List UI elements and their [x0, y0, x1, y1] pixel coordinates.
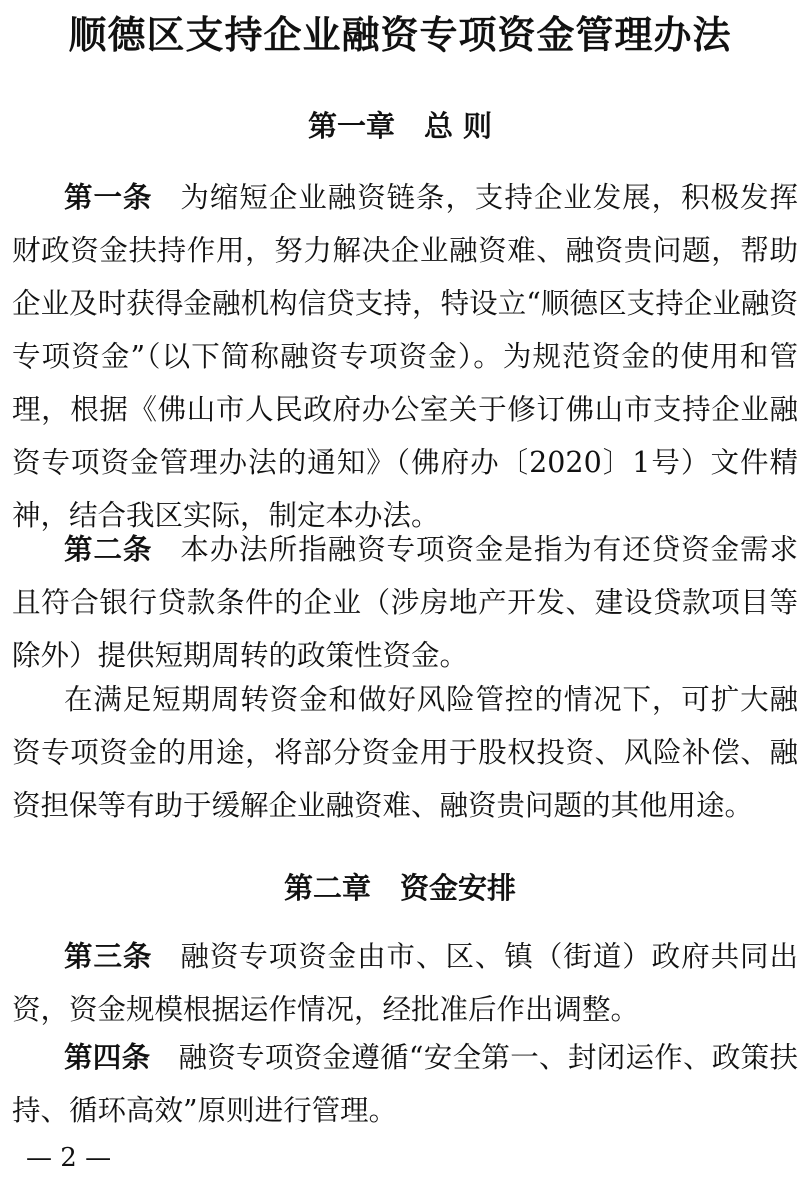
article-3-label: 第三条 — [64, 940, 153, 973]
article-1 — [12, 171, 798, 542]
article-2-paragraph-2: 在满足短期周转资金和做好风险管控的情况下，可扩大融资专项资金的用途，将部分资金用于股权投资、风险补偿、融资担保等有助于缓解企业融资难、融资贵问题的其他用途。 — [12, 683, 798, 822]
chapter-heading-2: 第二章 资金安排 — [283, 871, 516, 905]
chapter-heading-1: 第一章 总 则 — [307, 109, 493, 143]
article-2-label: 第二条 — [64, 533, 153, 566]
article-2-text: 本办法所指融资专项资金是指为有还贷资金需求且符合银行贷款条件的企业（涉房地产开发、建设贷款项目等除外）提供短期周转的政策性资金。 — [12, 533, 798, 672]
article-4-text: 融资专项资金遵循“安全第一、封闭运作、政策扶持、循环高效”原则进行管理。 — [12, 1041, 798, 1127]
page-number: — 2 — — [26, 1143, 112, 1173]
article-3-text: 融资专项资金由市、区、镇（街道）政府共同出资，资金规模根据运作情况，经批准后作出调整。 — [12, 940, 798, 1026]
document-title: 顺德区支持企业融资专项资金管理办法 — [68, 13, 732, 57]
article-2 — [12, 523, 798, 682]
article-3 — [12, 930, 798, 1036]
article-4-label: 第四条 — [64, 1041, 151, 1074]
article-4 — [12, 1031, 798, 1137]
article-1-label: 第一条 — [64, 181, 153, 214]
article-1-text: 为缩短企业融资链条，支持企业发展，积极发挥财政资金扶持作用，努力解决企业融资难、融资贵问题，帮助企业及时获得金融机构信贷支持，特设立“顺德区支持企业融资专项资金”（以下简称融资专项资金）。为规范资金的使用和管理，根据《佛山市人民政府办公室关于修订佛山市支持企业融资专项资金管理办法的通知》（佛府办〔2020〕1号）文件精神，结合我区实际，制定本办法。 — [12, 181, 798, 532]
